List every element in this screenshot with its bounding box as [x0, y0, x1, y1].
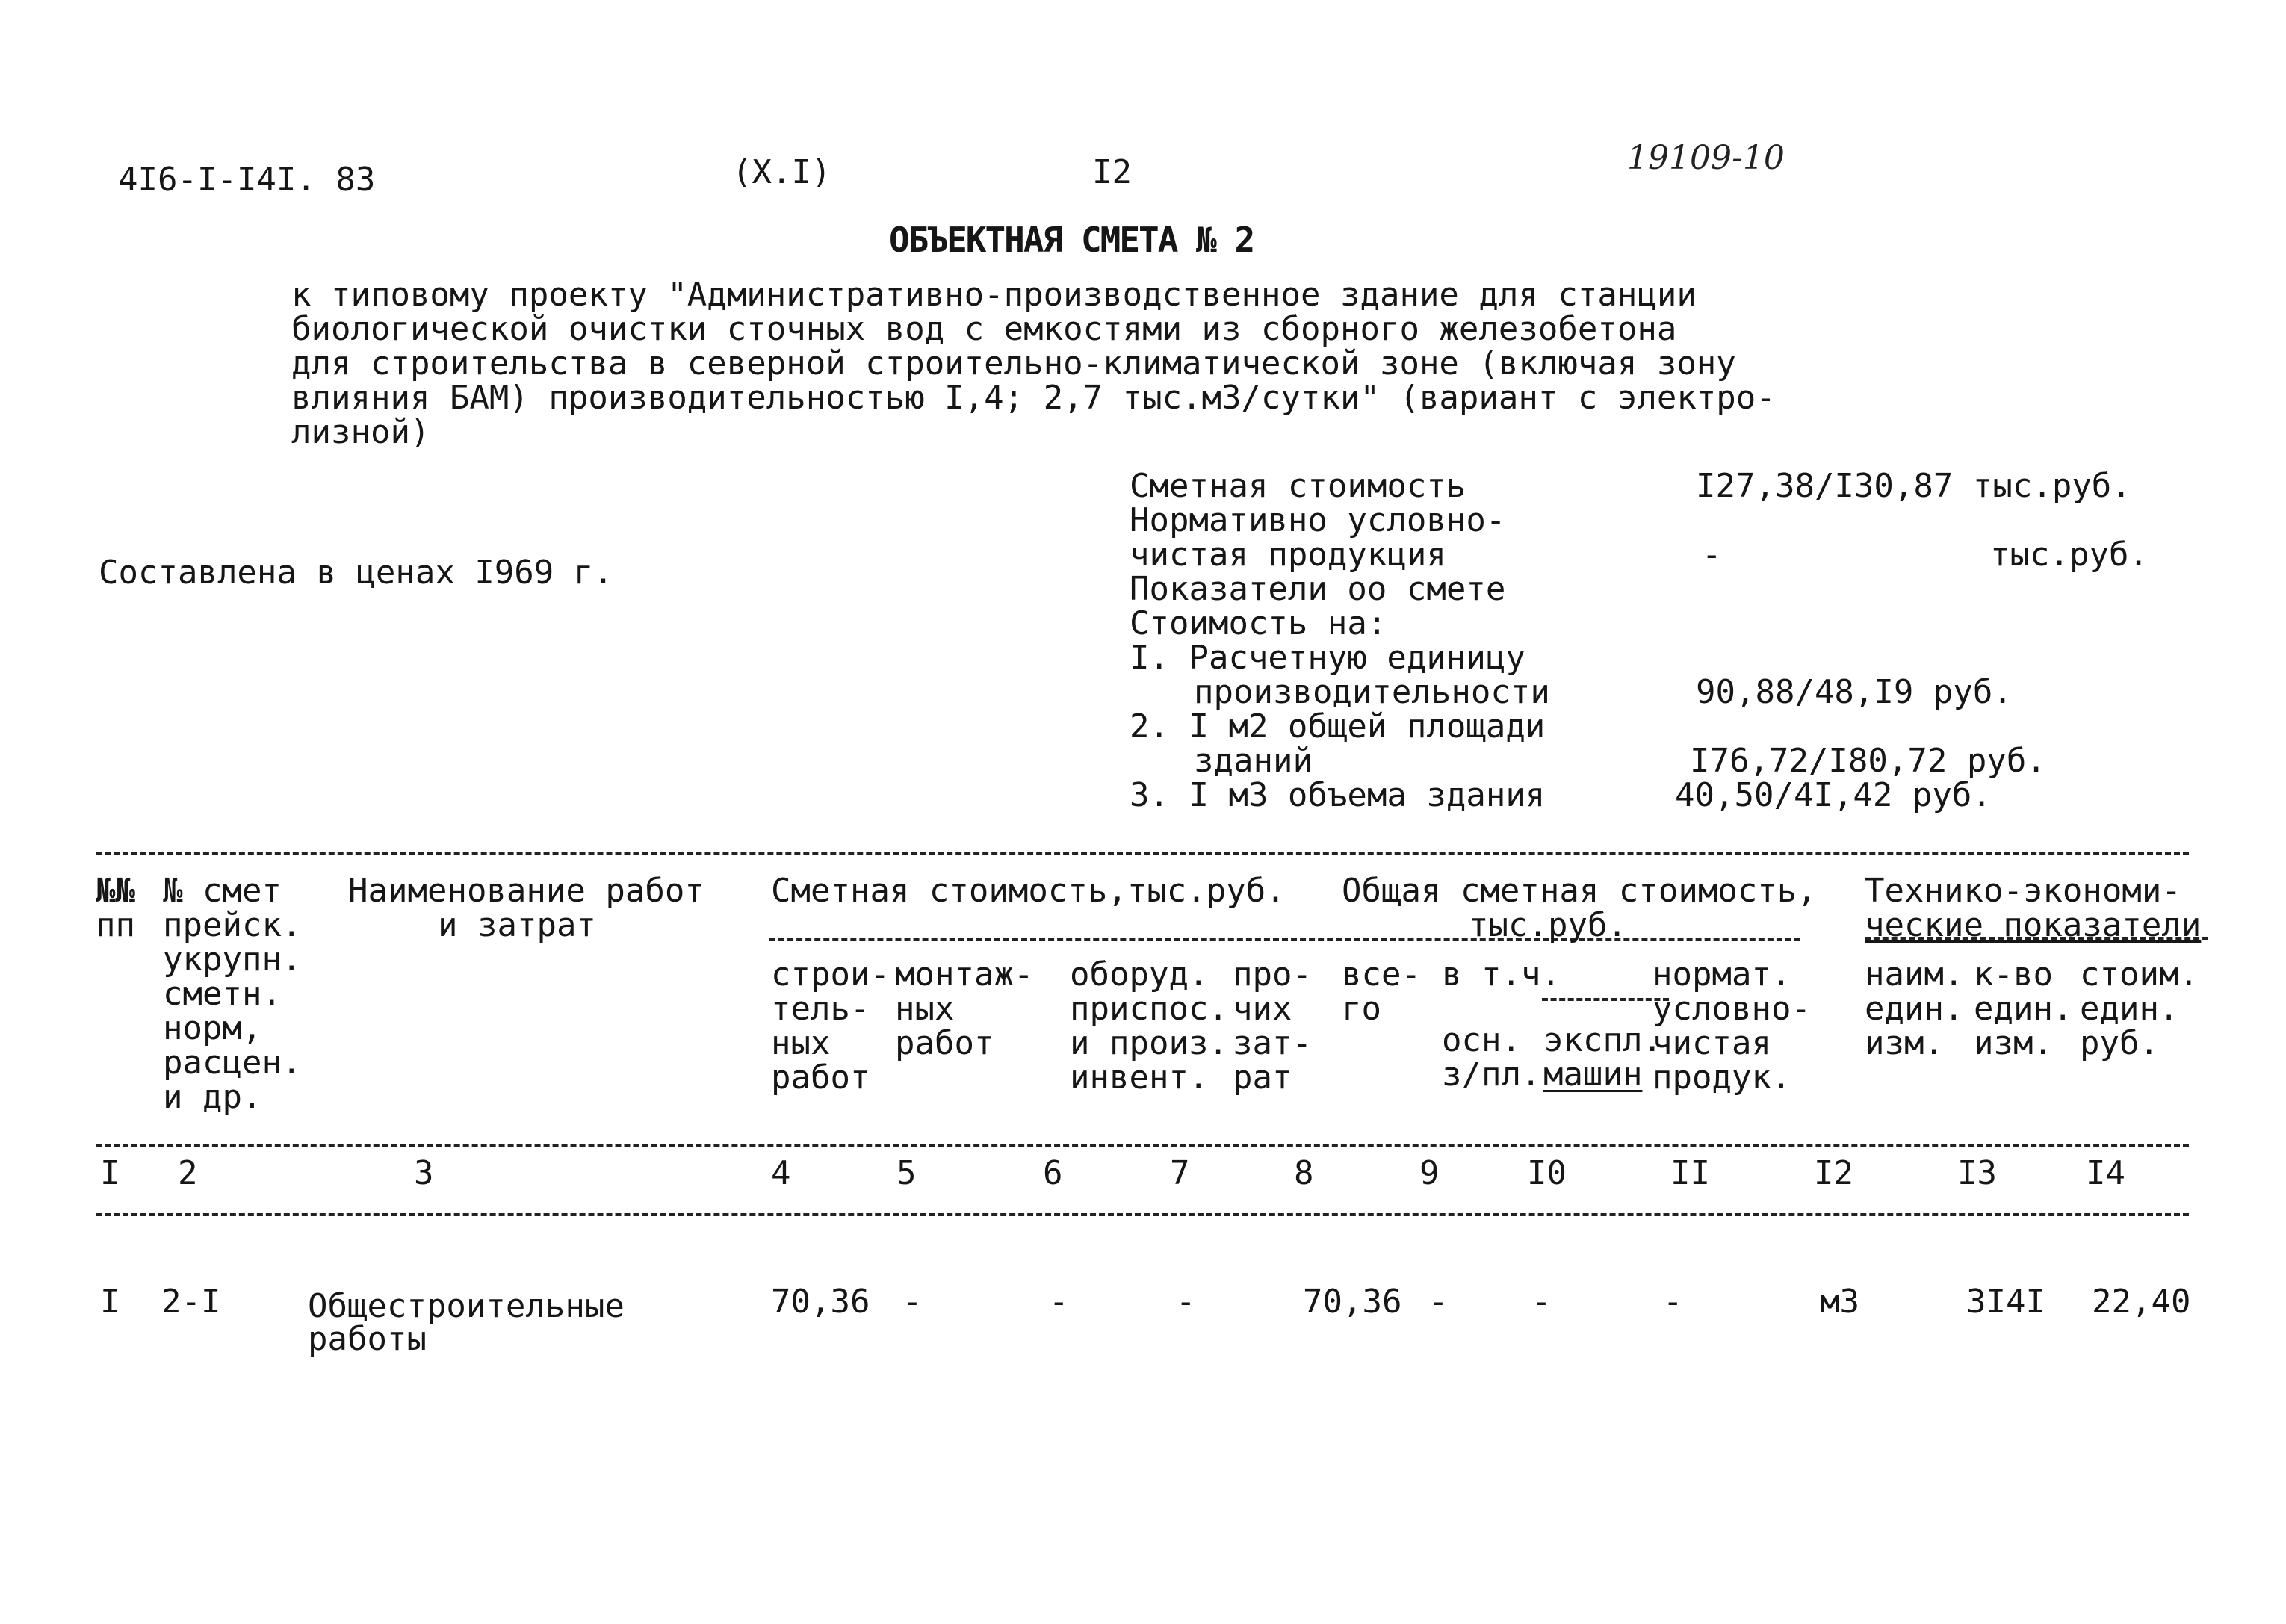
col14-header-line: руб.: [2080, 1024, 2159, 1062]
cost-group-rule: [769, 938, 1800, 941]
norm-unit: тыс.руб.: [1990, 536, 2149, 574]
total-group-unit: тыс.руб.: [1469, 906, 1627, 944]
col10-header-line: экспл.: [1543, 1021, 1662, 1059]
column-number: 4: [771, 1154, 791, 1192]
item2-line1: 2. I м2 общей площади: [1130, 707, 1546, 746]
subtitle-line: биологической очистки сточных вод с емкостями из сборного железобетона: [291, 310, 1677, 348]
indicators-label: Показатели оо смете: [1130, 570, 1506, 608]
prices-note: Составлена в ценах I969 г.: [99, 554, 613, 592]
col6-header-line: оборуд.: [1070, 955, 1209, 994]
column-number: 7: [1170, 1154, 1190, 1192]
row-unit-cost: 22,40: [2092, 1283, 2191, 1321]
col1-header-line: пп: [96, 906, 135, 944]
col6-header-line: инвент.: [1070, 1059, 1209, 1097]
row-name-line1: Общестроительные: [308, 1287, 625, 1325]
col10-header-line: машин: [1543, 1056, 1643, 1094]
column-number: I: [100, 1154, 120, 1192]
handwritten-number: 19109-10: [1627, 139, 1785, 177]
row-installation: -: [902, 1283, 923, 1321]
item2-line2: зданий: [1194, 742, 1313, 780]
item3-line1: 3. I м3 объема здания: [1130, 776, 1546, 814]
col5-header-line: монтаж-: [895, 955, 1034, 994]
subtitle-line: лизной): [291, 413, 430, 451]
col9-header: [1442, 1023, 1540, 1092]
col6-header: [1070, 955, 1228, 1097]
row-other: -: [1176, 1283, 1196, 1321]
column-number: I2: [1814, 1154, 1853, 1192]
col5-header: [895, 955, 1034, 1062]
col13-header-line: к-во: [1974, 955, 2053, 994]
col5-header-line: работ: [895, 1024, 994, 1062]
table-top-rule: [96, 852, 2189, 855]
row-equipment: -: [1049, 1283, 1069, 1321]
col4-header: [771, 955, 890, 1097]
header-bottom-rule: [96, 1144, 2189, 1147]
col11-header-line: продук.: [1652, 1059, 1791, 1097]
column-number: 9: [1419, 1154, 1440, 1192]
incl-header: в т.ч.: [1442, 955, 1561, 994]
incl-rule: [1542, 998, 1669, 1001]
item1-line1: I. Расчетную единицу: [1130, 639, 1525, 677]
col6-header-line: и произ.: [1070, 1024, 1228, 1062]
column-number: 8: [1294, 1154, 1314, 1192]
cost-value: I27,38/I30,87 тыс.руб.: [1696, 467, 2131, 505]
column-number: 5: [896, 1154, 917, 1192]
column-number: II: [1670, 1154, 1710, 1192]
col12-header-line: изм.: [1865, 1024, 1944, 1062]
column-number: I3: [1957, 1154, 1997, 1192]
col5-header-line: ных: [895, 990, 955, 1028]
column-number: I4: [2086, 1154, 2125, 1192]
column-number-rule: [96, 1213, 2189, 1216]
norm-value: -: [1702, 536, 1722, 574]
cost-on-label: Стоимость на:: [1130, 604, 1387, 642]
col9-header-line: осн.: [1442, 1021, 1521, 1059]
col2-header-line: прейск.: [163, 906, 302, 944]
col8-header: [1342, 955, 1421, 1028]
section-label: (X.I): [732, 153, 831, 191]
tech-group-header-2: ческие показатели: [1865, 906, 2202, 944]
col2-header-line: расцен.: [163, 1044, 302, 1082]
col6-header-line: приспос.: [1070, 990, 1228, 1028]
col14-header: [2080, 955, 2199, 1062]
col7-header-line: рат: [1233, 1059, 1292, 1097]
subtitle: [291, 278, 1776, 450]
column-number: I0: [1527, 1154, 1567, 1192]
row-total: 70,36: [1303, 1283, 1402, 1321]
col4-header-line: работ: [771, 1059, 870, 1097]
row-number: I: [100, 1283, 120, 1321]
col13-header-line: един.: [1974, 990, 2073, 1028]
tech-group-header-1: Технико-экономи-: [1865, 872, 2181, 910]
subtitle-line: влияния БАМ) производительностью I,4; 2,7 тыс.м3/сутки" (вариант с электро-: [291, 379, 1776, 417]
item3-value: 40,50/4I,42 руб.: [1675, 776, 1992, 814]
col3-header: [348, 874, 704, 943]
col2-header-line: норм,: [163, 1009, 262, 1047]
cost-label: Сметная стоимость: [1130, 467, 1466, 505]
document-code: 4I6-I-I4I. 83: [118, 161, 376, 199]
col11-header-line: чистая: [1652, 1024, 1771, 1062]
col14-header-line: един.: [2080, 990, 2179, 1028]
total-group-header: Общая сметная стоимость,: [1342, 872, 1817, 910]
column-number: 2: [178, 1154, 198, 1192]
col3-header-line: и затрат: [438, 906, 596, 944]
col11-header-line: нормат.: [1652, 955, 1791, 994]
row-construction: 70,36: [771, 1283, 870, 1321]
subtitle-line: к типовому проекту "Административно-производственное здание для станции: [291, 276, 1697, 314]
row-wages: -: [1428, 1283, 1449, 1321]
col9-header-line: з/пл.: [1442, 1056, 1541, 1094]
col7-header-line: чих: [1233, 990, 1292, 1028]
col2-header-line: № смет: [163, 872, 282, 910]
item1-line2: производительности: [1194, 673, 1550, 711]
column-number: 6: [1043, 1154, 1063, 1192]
col8-header-line: все-: [1342, 955, 1421, 994]
col1-header-line: №№: [96, 872, 135, 910]
col8-header-line: го: [1342, 990, 1381, 1028]
col11-header-line: условно-: [1652, 990, 1811, 1028]
col7-header: [1233, 955, 1312, 1097]
col7-header-line: про-: [1233, 955, 1312, 994]
col7-header-line: зат-: [1233, 1024, 1312, 1062]
col12-header-line: един.: [1865, 990, 1964, 1028]
row-quantity: 3I4I: [1966, 1283, 2045, 1321]
col13-header: [1974, 955, 2073, 1062]
row-net-product: -: [1663, 1283, 1683, 1321]
page-title: ОБЪЕКТНАЯ СМЕТА № 2: [889, 220, 1254, 260]
row-ref: 2-I: [161, 1283, 221, 1321]
col11-header: [1652, 955, 1811, 1097]
row-machines: -: [1531, 1283, 1552, 1321]
col12-header: [1865, 955, 1964, 1062]
row-unit: м3: [1820, 1283, 1859, 1321]
col3-header-line: Наименование работ: [348, 872, 704, 910]
col2-header: [163, 874, 301, 1115]
col4-header-line: тель-: [771, 990, 870, 1028]
col4-header-line: ных: [771, 1024, 831, 1062]
col12-header-line: наим.: [1865, 955, 1964, 994]
col2-header-line: укрупн.: [163, 940, 302, 979]
col1-header: [96, 874, 135, 943]
col2-header-line: и др.: [163, 1078, 262, 1116]
column-number: 3: [414, 1154, 434, 1192]
row-name-line2: работы: [308, 1320, 427, 1358]
subtitle-line: для строительства в северной строительно-климатической зоне (включая зону: [291, 344, 1736, 382]
norm-label-1: Нормативно условно-: [1130, 501, 1506, 539]
item1-value: 90,88/48,I9 руб.: [1696, 673, 2013, 711]
page-number: I2: [1092, 153, 1132, 191]
col4-header-line: строи-: [771, 955, 890, 994]
item2-value: I76,72/I80,72 руб.: [1690, 742, 2046, 780]
col13-header-line: изм.: [1974, 1024, 2053, 1062]
col2-header-line: сметн.: [163, 975, 282, 1013]
norm-label-2: чистая продукция: [1130, 536, 1446, 574]
cost-group-header: Сметная стоимость,тыс.руб.: [771, 872, 1286, 910]
col10-header: [1543, 1023, 1662, 1092]
col14-header-line: стоим.: [2080, 955, 2199, 994]
